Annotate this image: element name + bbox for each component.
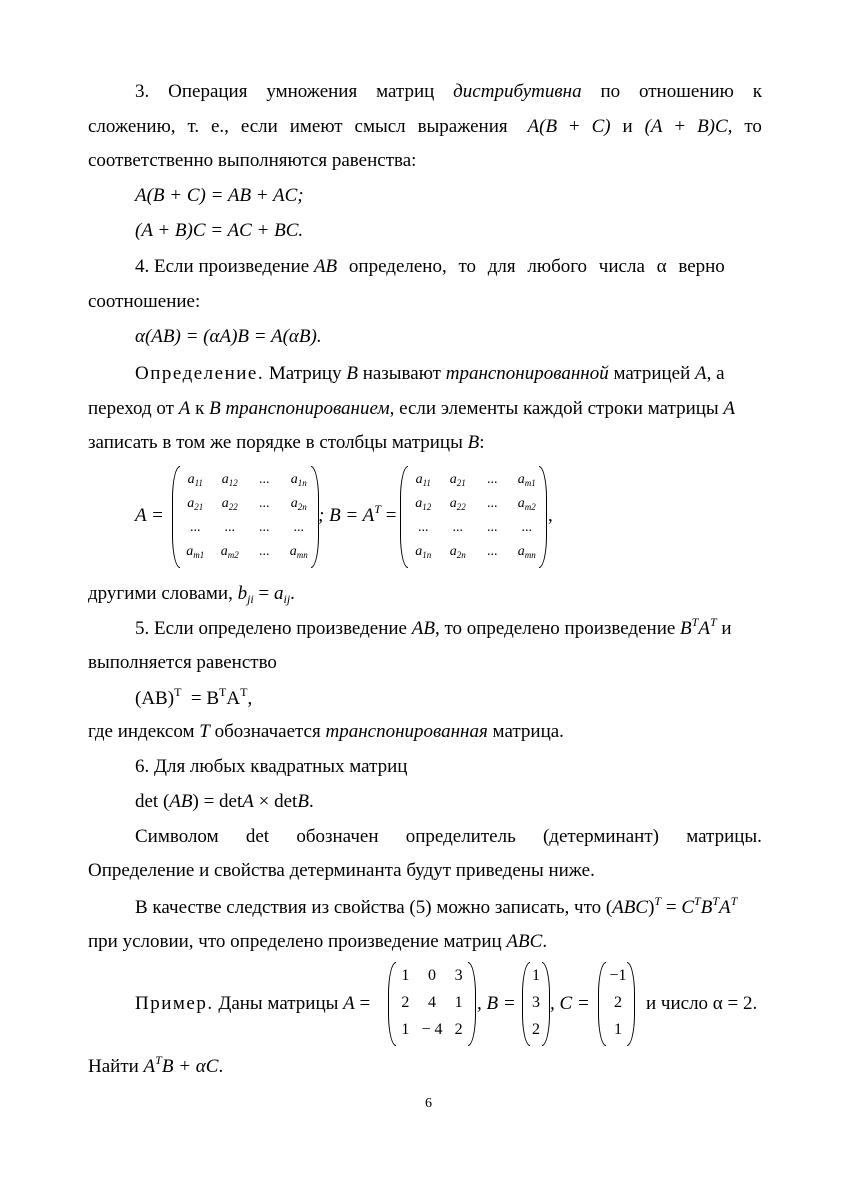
subscript: ij [283,592,291,606]
superscript: T [374,502,381,516]
word: матрицы. [686,826,762,847]
eq-text: (AB) [135,688,175,709]
term: B + α [161,1056,206,1077]
term: A [343,993,355,1014]
matrix-cell: $a_{m2}$ [220,544,239,560]
matrix-cell: $a_{2n}$ [449,544,466,560]
text: . [290,583,295,604]
para4-line1 [135,255,762,279]
word: к [752,81,762,102]
equation-det [135,790,762,814]
para7-line1 [135,896,762,920]
matrix-cell: $a_{1n}$ [415,544,432,560]
matrix-cell: 3 [454,967,463,985]
definition-label: Определение. [135,363,265,384]
para3-line3: соответственно выполняются равенства: [88,150,417,171]
bracket-right [542,962,550,1046]
matrix-cell: ... [487,496,498,511]
matrix-cell: ... [521,520,532,535]
superscript: T [694,894,701,908]
find-line [88,1055,762,1079]
para3-line1 [135,80,762,104]
text: матрица. [487,721,564,742]
term: b [237,583,248,604]
expr: + [568,116,580,137]
matrix-cell: ... [293,520,304,535]
text: где индексом [88,721,200,742]
definition-line1 [135,362,762,386]
expr: A(B [527,116,558,137]
eq-text: , [247,688,253,709]
other-words-line [88,582,762,606]
text: называют [357,363,446,384]
word: по [600,81,621,102]
matrix-cell: ... [224,520,235,535]
matrix-cell: 2 [454,1020,463,1038]
para7-line2 [88,930,762,954]
text: . [218,1056,224,1077]
text: записать в том же порядке в столбцы матрицы [88,432,468,453]
example-intro [135,992,370,1016]
example-tail: и число α = 2. [646,993,758,1014]
text: 4. Если произведение [135,256,314,277]
term: B [209,398,221,419]
term: A [695,363,707,384]
example-C-label [550,992,590,1016]
matrix-cell: ... [487,472,498,487]
text: , то определено произведение [434,618,681,639]
para5-line1 [135,617,762,641]
superscript: T [709,615,717,629]
eq-text: = B [181,688,220,709]
term: A [178,398,191,419]
matrix-cell: 3 [532,993,540,1011]
word: Символом [135,826,219,847]
matrix-A-label [135,504,164,528]
term: AB [411,618,435,639]
word: матриц [376,81,435,102]
text: . [542,931,548,952]
term: A [242,791,254,812]
matrix-cell: 0 [427,967,436,985]
expr: + [674,116,686,137]
example-matrix-A [392,963,472,1043]
matrix-cell: ... [487,544,498,559]
matrix-cell: ... [418,520,429,535]
term: AB [313,256,338,277]
word: и [622,116,633,137]
matrix-cell: $a_{mn}$ [517,544,536,560]
matrix-cell: 2 [401,993,410,1011]
matrix-cell: $a_{2n}$ [290,496,307,512]
matrix-cell: $a_{22}$ [221,496,238,512]
term: B [680,618,692,639]
word: (детерминант) [542,826,659,847]
matrix-A [178,468,316,564]
matrix-cell: $a_{21}$ [187,496,204,512]
eq-text: (A + B)C = AC + BC. [135,220,304,241]
bracket-right [539,466,547,568]
text: , если элементы каждой строки матрицы [389,398,724,419]
matrix-cell: 1 [454,993,463,1011]
matrix-cell: ... [487,520,498,535]
text: = [661,897,682,918]
eq-text: A = [135,505,164,526]
matrix-cell: 4 [427,993,436,1011]
word: умножения [266,81,358,102]
definition-line2 [88,397,762,421]
word: смысл [354,116,406,137]
text: Даны матрицы [213,993,344,1014]
term: ABC [612,897,649,918]
text: переход от [88,398,179,419]
para5-line2: выполняется равенство [88,652,277,673]
matrix-cell: 1 [532,967,540,985]
eq-text: × det [253,791,298,812]
word: то [744,116,762,137]
term: A [698,618,710,639]
word: т. [187,116,200,137]
matrix-cell: $a_{11}$ [415,472,431,488]
term: B [346,363,358,384]
matrix-cell: $a_{12}$ [415,496,432,512]
text: при условии, что определено произведение матриц [88,931,507,952]
matrix-cell: 1 [401,967,410,985]
word: det [245,826,270,847]
matrix-cell: $a_{m1}$ [186,544,205,560]
matrix-cell: 1 [401,1020,410,1038]
superscript: T [654,894,662,908]
eq-text: , B = [477,993,516,1014]
matrix-cell: ... [259,496,270,511]
word: определитель [405,826,516,847]
superscript: T [240,685,248,699]
matrix-cell: $a_{11}$ [187,472,203,488]
text: обозначается [209,721,326,742]
word: имеют [289,116,343,137]
text: другими словами, [88,583,238,604]
bracket-right [468,962,476,1046]
para6-line1: 6. Для любых квадратных матриц [135,756,408,777]
text: Матрицу [264,363,347,384]
matrix-cell: ... [452,520,463,535]
eq-text: det ( [135,791,170,812]
eq-text: ) = det [192,791,243,812]
term: C [681,897,695,918]
definition-line3 [88,431,762,455]
term: B [700,897,713,918]
eq-text: α(AB) = (αA)B = A(αB). [135,326,322,347]
page-number: 6 [425,1096,432,1111]
text: = [253,583,274,604]
superscript: T [730,894,738,908]
word: 3. [135,81,150,102]
text: матрицей [608,363,696,384]
matrix-cell: ... [259,544,270,559]
emphasis: транспонированием [220,398,390,419]
eq-text: . [308,791,314,812]
term: a [273,583,284,604]
expr: (A [644,116,663,137]
term: AB [169,791,193,812]
matrix-B-label [318,504,396,528]
superscript: T [155,1053,162,1067]
term: ABC [506,931,543,952]
matrix-cell: − 4 [421,1020,443,1038]
term: C [205,1056,219,1077]
text: , а [706,363,725,384]
matrix-cell: $a_{m1}$ [517,472,536,488]
text [135,255,725,279]
text: : [479,432,485,453]
word: обозначен [296,826,379,847]
bracket-right [627,962,635,1046]
expr: C) [591,116,611,137]
text: определено, то для любого числа α верно [337,256,725,277]
word: е., [210,116,229,137]
text: Найти [88,1056,144,1077]
text: и [716,618,732,639]
term: B [297,791,309,812]
matrix-AT [406,468,544,564]
example-B-label [477,992,516,1016]
eq-text: A(B + C) = AB + AC; [135,185,304,206]
matrix-cell: 2 [614,993,622,1011]
text: к [190,398,210,419]
expr: B)C, [697,116,733,137]
word: Операция [168,81,248,102]
equation-1 [135,184,762,208]
superscript: T [712,894,719,908]
matrix-cell: $a_{m2}$ [517,496,536,512]
text: = [354,993,371,1014]
subscript: ji [247,592,254,606]
term-distributive: дистрибутивна [453,81,582,102]
word: отношению [639,81,734,102]
term: A [143,1056,156,1077]
term: T [199,721,210,742]
eq-text: , C = [550,993,590,1014]
emphasis: транспонированная [325,721,488,742]
term: A [719,897,731,918]
para3-line2 [88,115,762,139]
para6-line4: Определение и свойства детерминанта будут приведены ниже. [88,860,595,881]
superscript: T [691,615,699,629]
superscript: T [174,685,182,699]
word: выражения [417,116,508,137]
equation-transpose [135,687,762,711]
text: 5. Если определено произведение [135,618,412,639]
matrix-cell: 1 [614,1020,622,1038]
equation-2 [135,219,762,243]
matrix-cell: $a_{22}$ [449,496,466,512]
matrix-cell: ... [259,520,270,535]
word: сложению, [88,116,176,137]
matrix-cell: $a_{21}$ [449,472,466,488]
matrix-cell: ... [190,520,201,535]
para5-line4 [88,720,762,744]
superscript: T [219,685,227,699]
eq-text: = [380,505,397,526]
text: В качестве следствия из свойства (5) можно записать, что ( [135,897,613,918]
equation-alpha [135,325,762,349]
matrix-cell: $a_{1n}$ [290,472,307,488]
eq-text: A [226,688,241,709]
matrix-cell: $a_{mn}$ [289,544,308,560]
word: если [240,116,278,137]
matrix-cell: 2 [532,1020,540,1038]
text: ) [648,897,655,918]
eq-text: ; B = A [318,505,375,526]
matrix-cell: $a_{12}$ [221,472,238,488]
matrix-tail: , [548,505,553,526]
para4-line2: соотношение: [88,291,201,312]
term: B [467,432,480,453]
example-label: Пример. [135,993,214,1014]
para6-line3 [135,825,762,849]
matrix-cell: ... [259,472,270,487]
matrix-cell: −1 [609,967,627,985]
emphasis: транспонированной [445,363,609,384]
term: A [723,398,736,419]
